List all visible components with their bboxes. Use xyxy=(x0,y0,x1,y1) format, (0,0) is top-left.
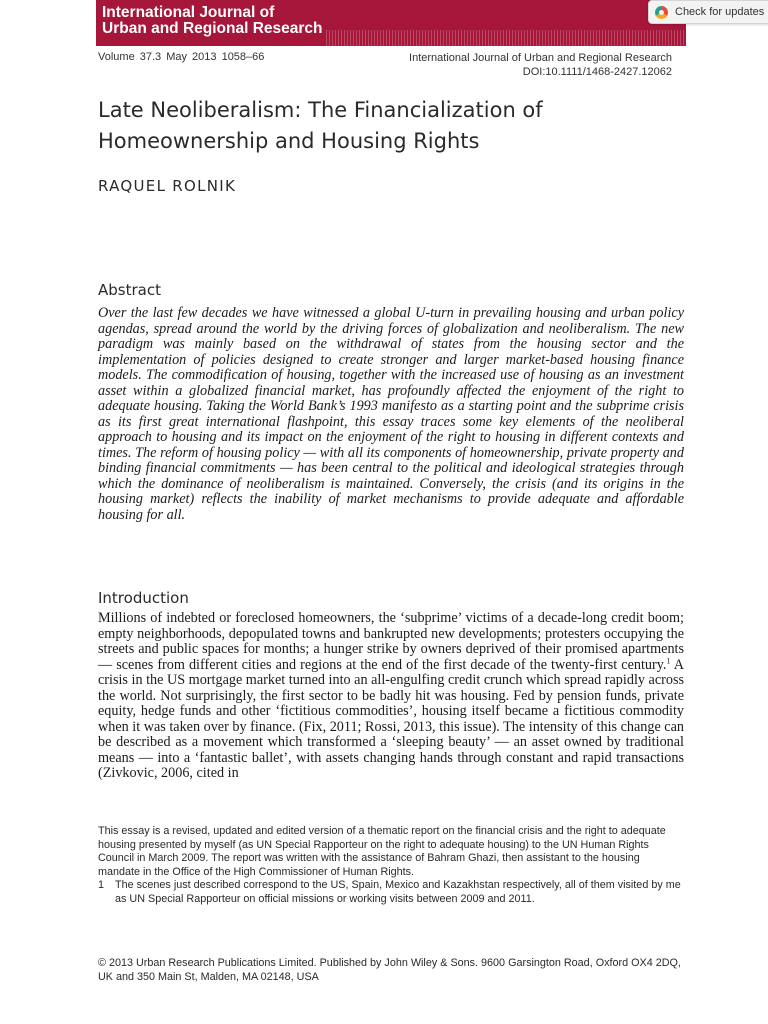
copyright-notice: © 2013 Urban Research Publications Limited. Published by John Wiley & Sons. 9600 Garsington Road, Oxford OX4 2DQ, UK and 350 Main St, Malden, MA 02148, USA xyxy=(98,957,681,983)
check-for-updates-label: Check for updates xyxy=(675,6,765,18)
journal-name-line: International Journal of Urban and Regional Research xyxy=(409,52,672,64)
journal-citation xyxy=(409,51,672,79)
crossmark-icon xyxy=(655,6,668,19)
journal-title-line1: International Journal of xyxy=(102,4,275,21)
footnote-number: 1 xyxy=(98,879,105,892)
footnote-reference[interactable]: 1 xyxy=(666,655,671,665)
journal-title xyxy=(102,5,323,37)
author-name: RAQUEL ROLNIK xyxy=(98,177,237,195)
introduction-text xyxy=(98,611,684,782)
abstract-heading: Abstract xyxy=(98,281,161,299)
doi-link[interactable]: DOI:10.1111/1468-2427.12062 xyxy=(522,66,672,78)
check-for-updates-button[interactable] xyxy=(648,0,768,24)
journal-title-line2: Urban and Regional Research xyxy=(102,20,323,37)
footnote-text: The scenes just described correspond to the US, Spain, Mexico and Kazakhstan respectively, all of them visited by me as UN Special Rapporteur on official missions or working visits between 2009 and 2011. xyxy=(115,879,681,905)
introduction-heading: Introduction xyxy=(98,589,189,607)
article-title xyxy=(98,95,698,157)
article-title-line2: Homeownership and Housing Rights xyxy=(98,129,480,153)
author-note: This essay is a revised, updated and edited version of a thematic report on the financial crisis and the right to adequate housing presented by myself (as UN Special Rapporteur on the right to adequate housing) to the UN Human Rights Council in March 2009. The report was written with the assistance of Bahram Ghazi, then assistant to the housing mandate in the Office of the High Commissioner of Human Rights. xyxy=(98,825,666,878)
volume-info: Volume 37.3 May 2013 1058–66 xyxy=(98,51,265,63)
abstract-text: Over the last few decades we have witnessed a global U-turn in prevailing housing and urban policy agendas, spread around the world by the driving forces of globalization and neoliberalism. The new paradigm was mainly based on the withdrawal of states from the housing sector and the implementation of policies designed to create stronger and larger market-based housing finance models. The commodification of housing, together with the increased use of housing as an investment asset within a globalized financial market, has profoundly affected the enjoyment of the right to adequate housing. Taking the World Bank’s 1993 manifesto as a starting point and the subprime crisis as its first great international flashpoint, this essay traces some key elements of the neoliberal approach to housing and its impact on the enjoyment of the right to housing in different contexts and times. The reform of housing policy — with all its components of homeownership, private property and binding financial commitments — has been central to the political and ideological strategies through which the dominance of neoliberalism is maintained. Conversely, the crisis (and its origins in the housing market) reflects the inability of market mechanisms to provide adequate and affordable housing for all. xyxy=(98,305,684,523)
introduction-text-part1: Millions of indebted or foreclosed homeowners, the ‘subprime’ victims of a decade-long credit boom; empty neighborhoods, depopulated towns and bankrupted new developments; protesters occupying the streets and public spaces for months; a hunger strike by owners deprived of their promised apartments — scenes from different cities and regions at the end of the first decade of the twenty-first century. xyxy=(98,610,684,673)
article-title-line1: Late Neoliberalism: The Financialization of xyxy=(98,98,543,122)
banner-pattern xyxy=(326,30,686,46)
footnotes xyxy=(98,825,684,907)
footnote-1 xyxy=(98,879,684,906)
journal-banner xyxy=(96,0,686,46)
introduction-text-part2: A crisis in the US mortgage market turned into an all-engulfing credit crunch which spread rapidly across the world. Not surprisingly, the first sector to be badly hit was housing. Fed by pension funds, private equity, hedge funds and other ‘fictitious commodities’, housing itself became a fictitious commodity when it was taken over by finance. (Fix, 2011; Rossi, 2013, this issue). The intensity of this change can be described as a movement which transformed a ‘sleeping beauty’ — an asset owned by traditional means — into a ‘fantastic ballet’, with assets changing hands through constant and rapid transactions (Zivkovic, 2006, cited in xyxy=(98,656,685,781)
